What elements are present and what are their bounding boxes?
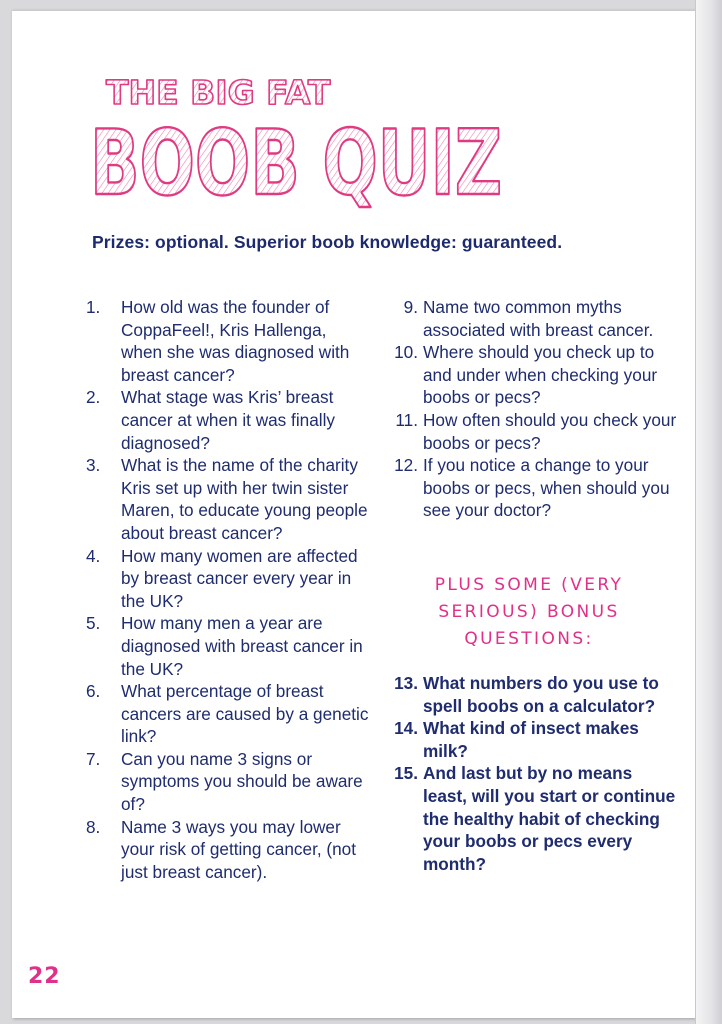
question-number: 2. bbox=[86, 387, 101, 408]
question-item bbox=[86, 545, 372, 613]
question-text: What stage was Kris’ breast cancer at when it was finally diagnosed? bbox=[121, 387, 335, 453]
title-line-2 bbox=[88, 108, 508, 216]
title-line-2-text: BOOB QUIZ bbox=[90, 111, 502, 216]
bonus-heading-line: QUESTIONS: bbox=[464, 629, 594, 649]
bonus-question-item bbox=[388, 762, 678, 875]
page-top-edge bbox=[12, 10, 696, 11]
page-number: 22 bbox=[28, 964, 61, 989]
subtitle: Prizes: optional. Superior boob knowledge: guaranteed. bbox=[92, 232, 563, 252]
question-text: Name two common myths associated with breast cancer. bbox=[423, 297, 654, 340]
question-text: Where should you check up to and under when checking your boobs or pecs? bbox=[423, 342, 658, 408]
question-number: 8. bbox=[86, 816, 101, 837]
question-number: 6. bbox=[86, 681, 101, 702]
bonus-heading bbox=[404, 572, 654, 653]
question-text: What is the name of the charity Kris set up with her twin sister Maren, to educate young people about breast cancer? bbox=[121, 455, 368, 543]
question-item bbox=[86, 748, 372, 816]
question-number: 12. bbox=[394, 455, 418, 476]
question-item bbox=[86, 680, 372, 748]
question-text: How many men a year are diagnosed with breast cancer in the UK? bbox=[121, 613, 363, 679]
question-item bbox=[388, 454, 678, 522]
book-spine-edge bbox=[695, 0, 722, 1024]
question-number: 14. bbox=[394, 718, 418, 739]
question-text: What kind of insect makes milk? bbox=[423, 718, 639, 761]
question-text: Name 3 ways you may lower your risk of getting cancer, (not just breast cancer). bbox=[121, 816, 357, 882]
question-number: 1. bbox=[86, 297, 101, 317]
question-item bbox=[86, 386, 372, 454]
title-line-1 bbox=[104, 68, 364, 112]
question-text: If you notice a change to your boobs or pecs, when should you see your doctor? bbox=[423, 455, 670, 521]
question-number: 7. bbox=[86, 748, 101, 769]
question-text: Can you name 3 signs or symptoms you should be aware of? bbox=[121, 748, 363, 815]
title-line-1-text: THE BIG FAT bbox=[106, 73, 331, 112]
question-item bbox=[388, 341, 678, 409]
question-text: How often should you check your boobs or pecs? bbox=[423, 409, 677, 453]
question-number: 13. bbox=[394, 673, 418, 693]
question-number: 11. bbox=[395, 409, 418, 430]
question-number: 5. bbox=[86, 613, 101, 634]
question-text: What percentage of breast cancers are caused by a genetic link? bbox=[121, 681, 369, 747]
question-item bbox=[86, 816, 372, 884]
question-text: How many women are affected by breast cancer every year in the UK? bbox=[121, 545, 358, 611]
question-number: 4. bbox=[86, 545, 101, 566]
question-number: 3. bbox=[86, 455, 101, 476]
question-item bbox=[86, 454, 372, 544]
bonus-question-item bbox=[388, 672, 678, 717]
question-text: How old was the founder of CoppaFeel!, Kris Hallenga, when she was diagnosed with breast cancer? bbox=[121, 297, 350, 385]
question-text: And last but by no means least, will you start or continue the healthy habit of checking your boobs or pecs every month? bbox=[423, 763, 676, 874]
bonus-questions bbox=[388, 672, 678, 875]
questions-right-column bbox=[388, 296, 678, 522]
question-number: 9. bbox=[403, 297, 418, 317]
bonus-question-item bbox=[388, 717, 678, 762]
bonus-heading-line: PLUS SOME (VERY bbox=[434, 575, 624, 595]
question-item bbox=[388, 409, 678, 454]
questions-left-column bbox=[86, 296, 372, 883]
question-item bbox=[388, 296, 678, 341]
question-item bbox=[86, 612, 372, 680]
question-text: What numbers do you use to spell boobs on a calculator? bbox=[423, 673, 659, 716]
question-number: 15. bbox=[394, 763, 418, 784]
question-item bbox=[86, 296, 372, 386]
bonus-heading-line: SERIOUS) BONUS bbox=[438, 602, 620, 622]
question-number: 10. bbox=[394, 342, 418, 363]
